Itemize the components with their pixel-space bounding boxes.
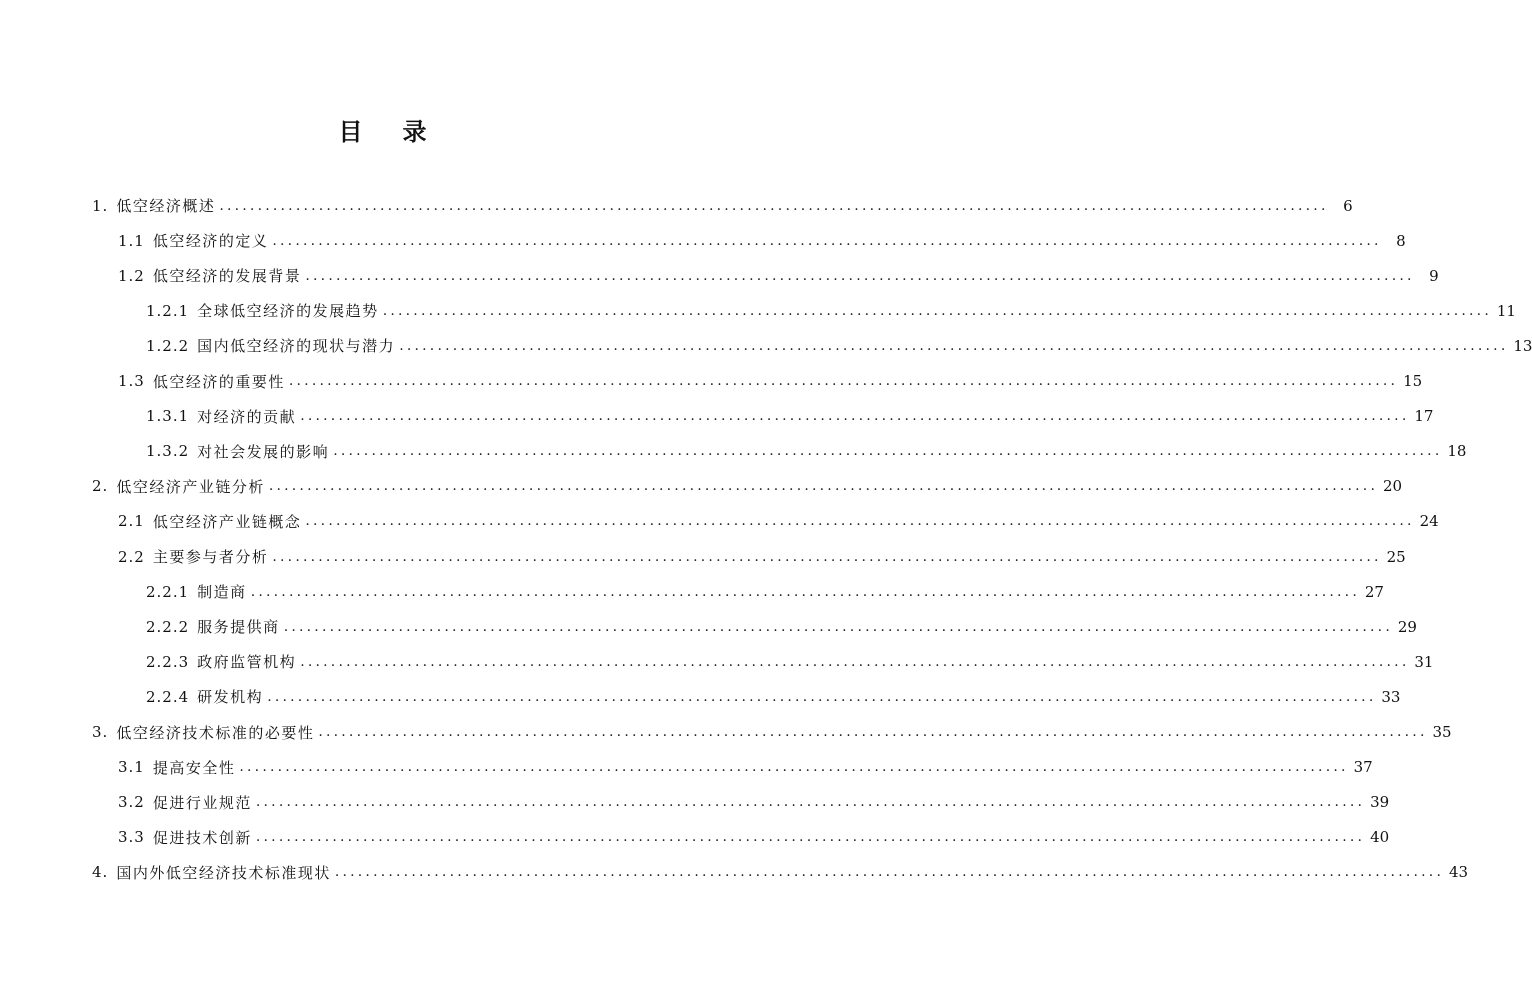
toc-entry-number: 2. — [92, 477, 109, 496]
toc-entry-page-number: 8 — [1396, 231, 1406, 250]
toc-dot-leader: ................................................................................................................................................. — [318, 724, 1428, 740]
toc-entry[interactable] — [92, 469, 1403, 504]
toc-dot-leader: ................................................................................................................................................. — [255, 829, 1366, 846]
toc-entry-page-number: 17 — [1414, 407, 1434, 426]
toc-entry[interactable] — [118, 364, 1423, 399]
toc-entry[interactable] — [146, 328, 1532, 363]
toc-entry-number: 1. — [92, 196, 109, 215]
toc-entry-title: 提高安全性 — [152, 758, 236, 777]
toc-entry-title: 低空经济产业链分析 — [116, 477, 265, 496]
toc-entry-number: 1.2.2 — [146, 336, 190, 355]
toc-dot-leader: ................................................................................................................................................. — [300, 408, 1410, 425]
toc-dot-leader: ................................................................................................................................................. — [288, 373, 1399, 389]
toc-dot-leader: ................................................................................................................................................. — [334, 864, 1445, 881]
toc-dot-leader: ................................................................................................................................................. — [239, 759, 1349, 776]
toc-entry-title: 服务提供商 — [197, 618, 280, 637]
toc-entry-page-number: 24 — [1419, 512, 1439, 531]
toc-entry-number: 4. — [92, 863, 109, 882]
toc-entry-number: 2.2.3 — [146, 652, 190, 671]
toc-dot-leader: ................................................................................................................................................. — [268, 478, 1379, 495]
toc-entry-page-number: 29 — [1397, 617, 1417, 636]
toc-entry-page-number: 31 — [1414, 652, 1434, 671]
toc-dot-leader: ................................................................................................................................................. — [267, 688, 1377, 705]
toc-entry[interactable] — [118, 258, 1439, 293]
toc-entry-title: 研发机构 — [197, 688, 264, 707]
toc-entry[interactable] — [118, 539, 1406, 574]
toc-title — [0, 112, 765, 147]
toc-dot-leader: ................................................................................................................................................. — [219, 197, 1329, 214]
toc-entry-number: 1.2 — [118, 266, 145, 285]
toc-dot-leader: ................................................................................................................................................. — [272, 232, 1382, 249]
toc-title-char-2: 录 — [402, 118, 427, 146]
toc-entry-number: 1.3.1 — [146, 407, 190, 426]
toc-entry[interactable] — [118, 223, 1406, 258]
toc-entry-title: 主要参与者分析 — [152, 548, 269, 566]
toc-dot-leader: ................................................................................................................................................. — [250, 583, 1360, 600]
toc-entry-number: 1.3.2 — [146, 442, 190, 461]
toc-entry-title: 政府监管机构 — [197, 653, 297, 672]
toc-entry-page-number: 39 — [1370, 793, 1390, 812]
toc-entry-number: 2.1 — [118, 512, 145, 531]
toc-entry[interactable] — [146, 609, 1417, 644]
toc-entry-title: 对社会发展的影响 — [197, 442, 330, 461]
toc-entry-number: 3.2 — [118, 793, 145, 812]
toc-entry-page-number: 40 — [1370, 828, 1390, 847]
toc-dot-leader: ................................................................................................................................................. — [382, 302, 1492, 319]
toc-entry-title: 低空经济的定义 — [152, 232, 269, 251]
toc-entry-number: 1.2.1 — [146, 301, 190, 320]
toc-entry[interactable] — [146, 293, 1516, 328]
toc-title-char-1: 目 — [338, 118, 363, 146]
toc-entry-title: 低空经济产业链概念 — [152, 512, 302, 531]
toc-entry-number: 1.1 — [118, 231, 145, 250]
toc-entry-number: 2.2.4 — [146, 687, 190, 706]
toc-entry-title: 国内低空经济的现状与潜力 — [197, 337, 396, 356]
toc-entry[interactable] — [118, 750, 1373, 785]
toc-dot-leader: ................................................................................................................................................. — [333, 443, 1443, 460]
toc-dot-leader: ................................................................................................................................................. — [305, 513, 1415, 530]
toc-entry-page-number: 25 — [1386, 547, 1406, 566]
toc-entry-title: 低空经济的重要性 — [152, 372, 285, 391]
toc-entry-page-number: 33 — [1381, 687, 1401, 706]
toc-entry[interactable] — [146, 434, 1467, 469]
toc-entry-title: 促进行业规范 — [152, 793, 252, 812]
toc-entry-title: 低空经济技术标准的必要性 — [116, 723, 315, 742]
toc-entry-page-number: 43 — [1449, 863, 1469, 882]
toc-dot-leader: ................................................................................................................................................. — [272, 548, 1382, 565]
toc-entry-title: 促进技术创新 — [152, 828, 252, 847]
toc-entry-title: 国内外低空经济技术标准现状 — [116, 863, 331, 882]
toc-entry-number: 2.2.1 — [146, 582, 190, 601]
toc-dot-leader: ................................................................................................................................................. — [399, 337, 1509, 354]
toc-entry-page-number: 13 — [1513, 336, 1532, 355]
toc-entry-title: 制造商 — [197, 583, 247, 602]
toc-entry-title: 全球低空经济的发展趋势 — [197, 302, 379, 321]
toc-entry-page-number: 18 — [1447, 442, 1467, 461]
toc-entry[interactable] — [118, 820, 1390, 855]
toc-entry-page-number: 37 — [1353, 758, 1373, 777]
toc-entry-title: 对经济的贡献 — [197, 407, 297, 426]
toc-entry-page-number: 6 — [1343, 196, 1353, 215]
toc-entry-page-number: 11 — [1496, 301, 1516, 320]
toc-dot-leader: ................................................................................................................................................. — [283, 618, 1393, 635]
toc-dot-leader: ................................................................................................................................................. — [300, 653, 1410, 670]
toc-entry-number: 1.3 — [118, 372, 145, 390]
toc-entry[interactable] — [146, 644, 1434, 679]
toc-entry-page-number: 9 — [1429, 266, 1439, 285]
toc-entry[interactable] — [92, 715, 1452, 750]
toc-entry-page-number: 35 — [1432, 723, 1452, 741]
toc-entry-number: 3.3 — [118, 828, 145, 847]
toc-entry[interactable] — [146, 574, 1384, 609]
toc-entry[interactable] — [118, 504, 1439, 539]
toc-entry-page-number: 15 — [1403, 372, 1423, 390]
toc-dot-leader: ................................................................................................................................................. — [305, 267, 1415, 284]
toc-dot-leader: ................................................................................................................................................. — [255, 794, 1366, 811]
toc-entry-title: 低空经济概述 — [116, 197, 216, 215]
toc-entry[interactable] — [92, 188, 1353, 223]
toc-entry[interactable] — [146, 399, 1434, 434]
toc-entry[interactable] — [92, 855, 1469, 890]
toc-entry-page-number: 27 — [1364, 582, 1384, 601]
toc-entry[interactable] — [118, 785, 1390, 820]
toc-entry[interactable] — [146, 679, 1401, 714]
toc-entry-number: 2.2 — [118, 547, 145, 566]
toc-entry-number: 3. — [92, 723, 109, 741]
toc-entry-number: 3.1 — [118, 758, 145, 777]
toc-entry-title: 低空经济的发展背景 — [152, 267, 302, 286]
toc-entry-number: 2.2.2 — [146, 617, 190, 636]
toc-entry-page-number: 20 — [1383, 477, 1403, 496]
